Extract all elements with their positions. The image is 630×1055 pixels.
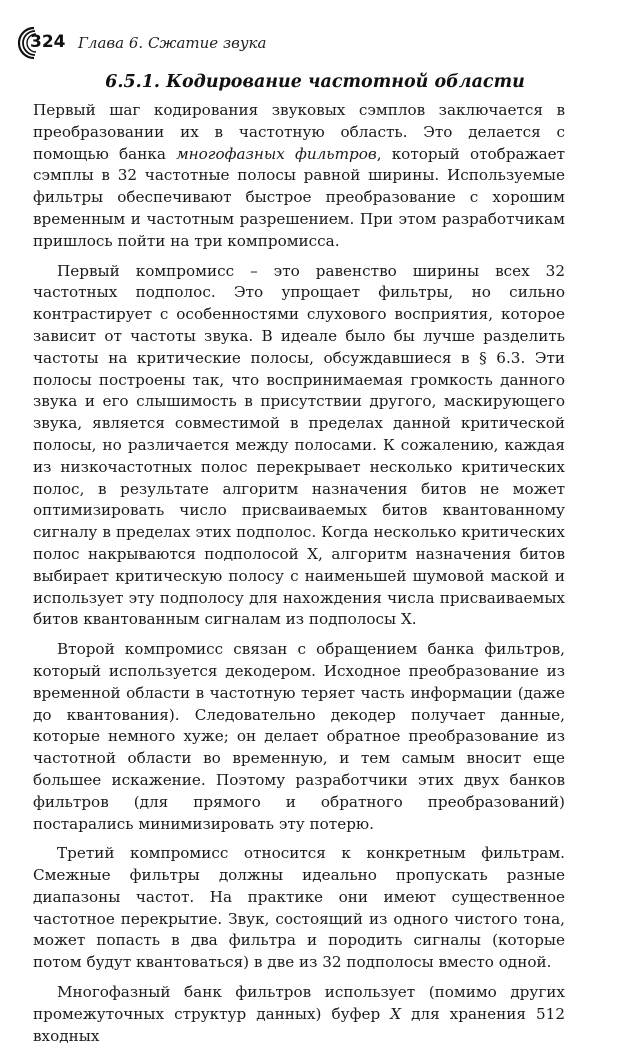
paragraph-2: Первый компромисс – это равенство ширины всех 32 частотных подполос. Это упрощает фильтры, но сильно контрастирует с особенностями слухового восприятия, которое зависит от частоты звука. В идеале было бы лучше разделить частоты на критические полосы, обсуждавшиеся в § 6.3. Эти полосы построены так, что воспринимаемая громкость данного звука и его слышимость в присутствии другого, маскирующего звука, является совместимой в пределах данной критической полосы, но различается между полосами. К сожалению, каждая из низкочастотных полос перекрывает несколько критических полос, в результате алгоритм назначения битов не может оптимизировать число присваиваемых битов квантованному сигналу в пределах этих подполос. Когда несколько критических полос накрываются подполосой X, алгоритм назначения битов выбирает критическую полосу с наименьшей шумовой маской и использует эту подполосу для нахождения числа присваиваемых битов квантованным сигналам из подполосы X. (33, 261, 565, 629)
body-text (33, 100, 565, 1055)
emphasized-term: многофазных фильтров (176, 144, 377, 163)
paragraph-5: Многофазный банк фильтров использует (помимо других промежуточных структур данных) буфер X для хранения 512 входных (33, 983, 565, 1045)
paragraph-3: Второй компромисс связан с обращением банка фильтров, который используется декодером. Исходное преобразование из временной области в частотную теряет часть информации (даже до квантования). Следовательно декодер получает данные, которые немного хуже; он делает обратное преобразование из частотной области во временную, и тем самым вносит еще большее искажение. Поэтому разработчики этих двух банков фильтров (для прямого и обратного преобразований) постарались минимизировать эту потерю. (33, 640, 565, 833)
paragraph-1: Первый шаг кодирования звуковых сэмплов заключается в преобразовании их в частотную область. Это делается с помощью банка многофазных фильтров, который отображает сэмплы в 32 частотные полосы равной ширины. Используемые фильтры обеспечивают быстрое преобразование с хорошим временным и частотным разрешением. При этом разработчикам пришлось пойти на три компромисса. (33, 101, 566, 250)
emphasized-variable: X (390, 1004, 402, 1023)
page-number: 324 (30, 32, 66, 52)
page-header (18, 26, 266, 60)
running-head: Глава 6. Сжатие звука (78, 34, 267, 52)
page-number-badge (18, 26, 66, 60)
section-title: 6.5.1. Кодирование частотной области (105, 72, 525, 92)
paragraph-4: Третий компромисс относится к конкретным фильтрам. Смежные фильтры должны идеально пропускать разные диапазоны частот. На практике они имеют существенное частотное перекрытие. Звук, состоящий из одного чистого тона, может попасть в два фильтра и породить сигналы (которые потом будут квантоваться) в две из 32 подполосы вместо одной. (33, 844, 565, 972)
